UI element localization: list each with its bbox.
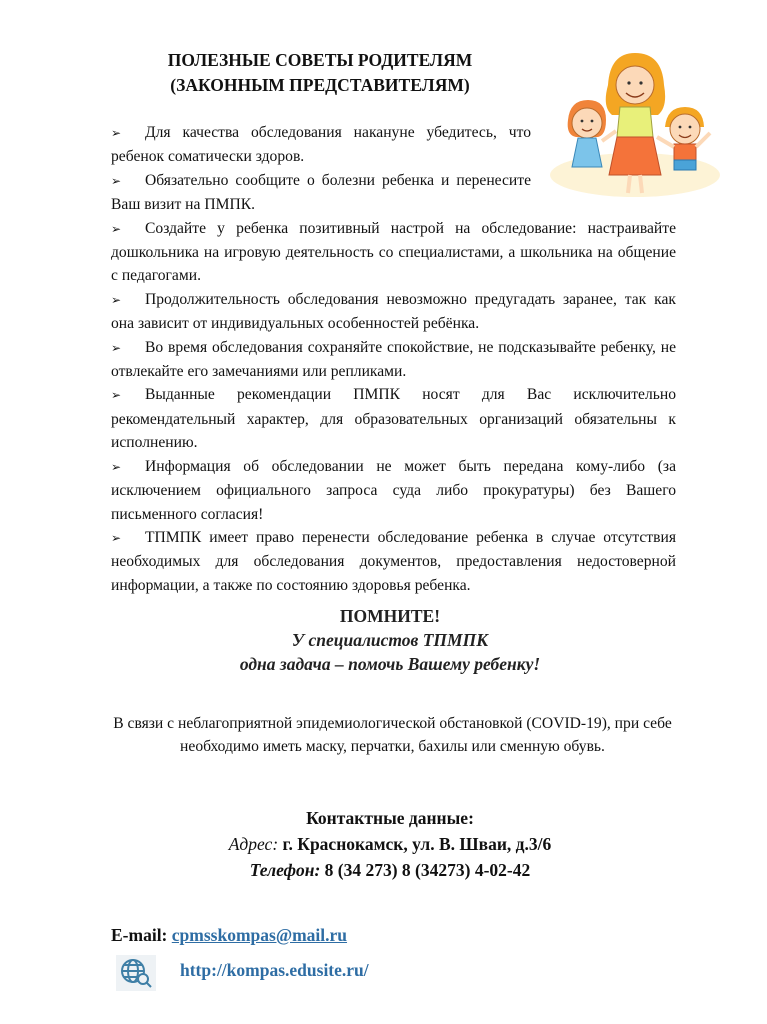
remember-line-2: одна задача – помочь Вашему ребенку! (239, 654, 541, 674)
arrow-bullet-icon: ➢ (111, 388, 122, 403)
tip-item: ➢ ТПМПК имеет право перенести обследование ребенка в случае отсутствия необходимых для обследования документов, предоставления недостоверной информации, а также по состоянию здоровья ребенка. (111, 528, 676, 594)
tip-item: ➢ Для качества обследования накануне убедитесь, что ребенок соматически здоров. (111, 124, 531, 166)
tip-item: ➢ Выданные рекомендации ПМПК носят для Вас исключительно рекомендательный характер, для образовательных организаций обязательны к исполнению. (111, 386, 676, 452)
remember-block (100, 604, 680, 676)
tip-item: ➢ Информация об обследовании не может быть передана кому-либо (за исключением официального запроса суда либо прокуратуры) без Вашего письменного согласия! (111, 457, 676, 523)
arrow-bullet-icon: ➢ (111, 292, 122, 307)
tip-item: ➢ Продолжительность обследования невозможно предугадать заранее, так как она зависит от индивидуальных особенностей ребёнка. (111, 290, 676, 333)
email-link[interactable]: cpmsskompas@mail.ru (171, 925, 348, 945)
arrow-bullet-icon: ➢ (111, 173, 122, 188)
phone-label: Телефон: (249, 860, 321, 880)
arrow-bullet-icon: ➢ (111, 221, 122, 236)
covid-notice: В связи с неблагоприятной эпидемиологической обстановкой (COVID-19), при себе необходимо иметь маску, перчатки, бахилы или сменную обувь. (113, 715, 672, 756)
tip-item: ➢ Создайте у ребенка позитивный настрой на обследование: настраивайте дошкольника на игровую деятельность со специалистами, а школьника на общение с педагогами. (111, 219, 676, 285)
arrow-bullet-icon: ➢ (111, 340, 122, 355)
remember-line-1: У специалистов ТПМПК (291, 630, 489, 650)
tip-item: ➢ Обязательно сообщите о болезни ребенка и перенесите Ваш визит на ПМПК. (111, 171, 531, 214)
tip-item: ➢ Во время обследования сохраняйте спокойствие, не подсказывайте ребенку, не отвлекайте его замечаниями или репликами. (111, 338, 676, 381)
email-label: E-mail: (111, 925, 172, 945)
address-value: г. Краснокамск, ул. В. Шваи, д.3/6 (278, 834, 552, 854)
tips-list (111, 121, 676, 597)
arrow-bullet-icon: ➢ (111, 530, 122, 545)
website-link[interactable]: http://kompas.edusite.ru/ (180, 960, 369, 980)
address-line (100, 831, 680, 857)
remember-heading: ПОМНИТЕ! (339, 606, 441, 626)
contacts-heading: Контактные данные: (306, 808, 474, 828)
document-title (100, 48, 540, 98)
arrow-bullet-icon: ➢ (111, 459, 122, 474)
globe-search-icon (116, 955, 156, 991)
arrow-bullet-icon: ➢ (111, 126, 122, 140)
phone-value: 8 (34 273) 8 (34273) 4-02-42 (320, 860, 531, 880)
title-line-2: (ЗАКОННЫМ ПРЕДСТАВИТЕЛЯМ) (170, 75, 470, 95)
email-line (111, 925, 347, 946)
contacts-block (100, 805, 680, 883)
phone-line (100, 857, 680, 883)
title-line-1: ПОЛЕЗНЫЕ СОВЕТЫ РОДИТЕЛЯМ (167, 50, 473, 70)
address-label: Адрес: (228, 834, 279, 854)
